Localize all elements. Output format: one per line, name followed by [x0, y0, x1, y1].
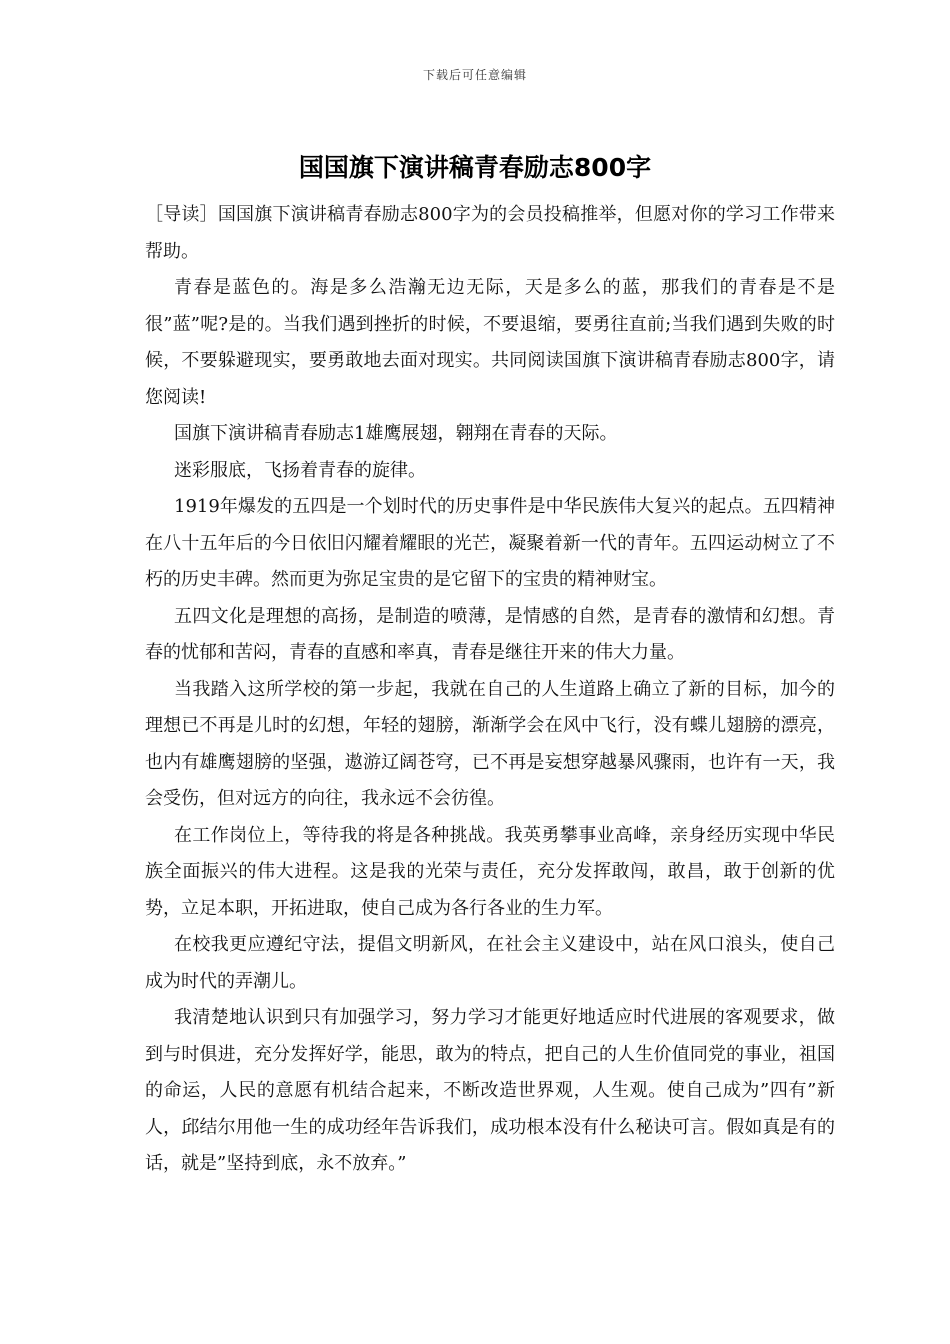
paragraph: 1919年爆发的五四是一个划时代的历史事件是中华民族伟大复兴的起点。五四精神在八十五年后的今日依旧闪耀着耀眼的光芒，凝聚着新一代的青年。五四运动树立了不朽的历史丰碑。然而更为弥足宝贵的是它留下的宝贵的精神财宝。	[145, 496, 835, 590]
header-note: 下载后可任意编辑	[422, 68, 527, 82]
document-body	[145, 197, 835, 1183]
paragraph: 国旗下演讲稿青春励志1雄鹰展翅，翱翔在青春的天际。	[174, 423, 618, 444]
paragraph: 五四文化是理想的高扬，是制造的喷薄，是情感的自然，是青春的激情和幻想。青春的忧郁和苦闷，青春的直感和率真，青春是继往开来的伟大力量。	[145, 605, 835, 663]
paragraph: 迷彩服底，飞扬着青春的旋律。	[174, 459, 426, 481]
document-title: 国国旗下演讲稿青春励志800字	[298, 153, 652, 182]
paragraph: 青春是蓝色的。海是多么浩瀚无边无际，天是多么的蓝，那我们的青春是不是很”蓝”呢?是的。当我们遇到挫折的时候，不要退缩，要勇往直前;当我们遇到失败的时候，不要躲避现实，要勇敢地去面对现实。共同阅读国旗下演讲稿青春励志800字，请您阅读!	[145, 277, 835, 408]
paragraph: 当我踏入这所学校的第一步起，我就在自己的人生道路上确立了新的目标，加今的理想已不再是儿时的幻想，年轻的翅膀，渐渐学会在风中飞行，没有蝶儿翅膀的漂亮，也内有雄鹰翅膀的坚强，遨游辽阔苍穹，已不再是妄想穿越暴风骤雨，也许有一天，我会受伤，但对远方的向往，我永远不会彷徨。	[145, 678, 835, 809]
paragraph-intro: ［导读］国国旗下演讲稿青春励志800字为的会员投稿推举，但愿对你的学习工作带来帮助。	[145, 204, 835, 262]
paragraph: 我清楚地认识到只有加强学习，努力学习才能更好地适应时代进展的客观要求，做到与时俱进，充分发挥好学，能思，敢为的特点，把自己的人生价值同党的事业，祖国的命运，人民的意愿有机结合起来，不断改造世界观，人生观。使自己成为”四有”新人，邱结尔用他一生的成功经年告诉我们，成功根本没有什么秘诀可言。假如真是有的话，就是”坚持到底，永不放弃。”	[145, 1007, 835, 1174]
paragraph: 在校我更应遵纪守法，提倡文明新风，在社会主义建设中，站在风口浪头，使自己成为时代的弄潮儿。	[145, 934, 835, 992]
paragraph: 在工作岗位上，等待我的将是各种挑战。我英勇攀事业高峰，亲身经历实现中华民族全面振兴的伟大进程。这是我的光荣与责任，充分发挥敢闯，敢昌，敢于创新的优势，立足本职，开拓进取，使自己成为各行各业的生力军。	[145, 824, 835, 919]
